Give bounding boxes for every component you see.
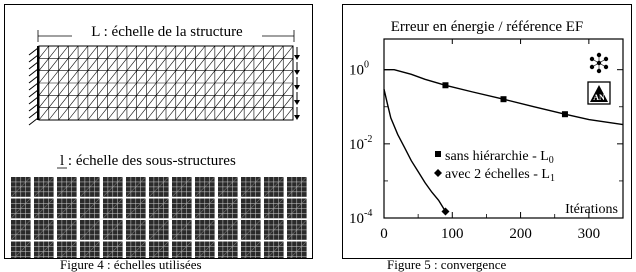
substructure-cell xyxy=(218,177,238,197)
substructure-cell xyxy=(103,177,123,197)
lattice-icon xyxy=(590,53,608,73)
substructure-cell xyxy=(57,220,77,240)
series-point-l1 xyxy=(441,207,449,215)
substructure-cell xyxy=(264,199,284,219)
substructure-cell xyxy=(149,177,169,197)
legend-diamond-marker xyxy=(434,169,442,177)
substructure-cell xyxy=(11,199,31,219)
substructure-cell xyxy=(195,242,215,259)
series-point-l0 xyxy=(501,96,507,102)
series-point-l0 xyxy=(442,82,448,88)
series-line-l1 xyxy=(384,89,446,211)
substructure-cell xyxy=(264,242,284,259)
series-point-l0 xyxy=(562,111,568,117)
y-tick-label: $10^0$ xyxy=(349,59,369,79)
substructure-cell xyxy=(264,220,284,240)
x-tick-label: 300 xyxy=(577,226,601,242)
substructure-cell xyxy=(34,242,54,259)
substructure-cell xyxy=(80,177,100,197)
substructure-cell xyxy=(57,177,77,197)
plot-frame xyxy=(384,39,623,218)
iterations-annotation: Itérations xyxy=(565,202,618,217)
substructure-cell xyxy=(195,199,215,219)
substructure-cell xyxy=(80,220,100,240)
substructure-cell xyxy=(11,220,31,240)
substructure-cell xyxy=(103,220,123,240)
substructure-cell xyxy=(195,220,215,240)
chart-title: Erreur en énergie / référence EF xyxy=(390,19,584,35)
substructure-cell xyxy=(195,177,215,197)
substructure-cell xyxy=(126,177,146,197)
substructure-cell xyxy=(11,242,31,259)
lab-logo xyxy=(588,82,610,104)
substructure-cell xyxy=(149,220,169,240)
substructure-cell xyxy=(103,242,123,259)
figure-5-caption: Figure 5 : convergence xyxy=(387,257,507,272)
substructure-cell xyxy=(149,242,169,259)
substructure-cell xyxy=(34,220,54,240)
substructure-cell xyxy=(172,199,192,219)
substructure-cell xyxy=(241,199,261,219)
scales-illustration xyxy=(5,5,312,258)
substructure-cell xyxy=(149,199,169,219)
x-tick-label: 100 xyxy=(441,226,464,242)
substructure-cell xyxy=(172,242,192,259)
structure-mesh xyxy=(39,46,293,120)
substructure-scale-label: l : échelle des sous-structures xyxy=(60,153,236,169)
substructure-cell xyxy=(241,177,261,197)
y-tick-label: $10^{-2}$ xyxy=(349,133,373,153)
substructure-cell xyxy=(287,199,307,219)
logo-text: AN xyxy=(593,93,605,102)
substructure-cell xyxy=(218,199,238,219)
x-tick-label: 200 xyxy=(509,226,532,242)
clamped-support xyxy=(29,46,38,125)
legend-entry-l0: sans hiérarchie - $L_0$ xyxy=(445,149,554,166)
substructure-cell xyxy=(172,177,192,197)
substructure-cell xyxy=(172,220,192,240)
load-arrows xyxy=(294,47,300,120)
substructure-grid xyxy=(11,177,307,258)
substructure-cell xyxy=(11,177,31,197)
figure-5-panel xyxy=(342,4,632,259)
x-tick-label: 0 xyxy=(380,226,388,242)
substructure-cell xyxy=(241,242,261,259)
series-layer xyxy=(384,70,623,216)
substructure-cell xyxy=(57,199,77,219)
figure-4-caption: Figure 4 : échelles utilisées xyxy=(60,257,202,272)
substructure-cell xyxy=(218,242,238,259)
substructure-cell xyxy=(80,199,100,219)
substructure-cell xyxy=(218,220,238,240)
substructure-cell xyxy=(287,220,307,240)
substructure-cell xyxy=(264,177,284,197)
substructure-cell xyxy=(287,242,307,259)
y-tick-label: $10^{-4}$ xyxy=(349,208,373,227)
convergence-chart xyxy=(343,5,631,258)
substructure-cell xyxy=(57,242,77,259)
legend-square-marker xyxy=(435,151,441,157)
chart-legend xyxy=(434,149,555,184)
substructure-cell xyxy=(126,199,146,219)
substructure-cell xyxy=(103,199,123,219)
substructure-cell xyxy=(126,220,146,240)
structure-scale-label: L : échelle de la structure xyxy=(91,24,243,40)
substructure-cell xyxy=(34,199,54,219)
figure-4-panel xyxy=(4,4,313,259)
substructure-cell xyxy=(287,177,307,197)
substructure-cell xyxy=(241,220,261,240)
substructure-cell xyxy=(80,242,100,259)
legend-entry-l1: avec 2 échelles - $L_1$ xyxy=(445,167,555,184)
substructure-cell xyxy=(126,242,146,259)
substructure-cell xyxy=(34,177,54,197)
